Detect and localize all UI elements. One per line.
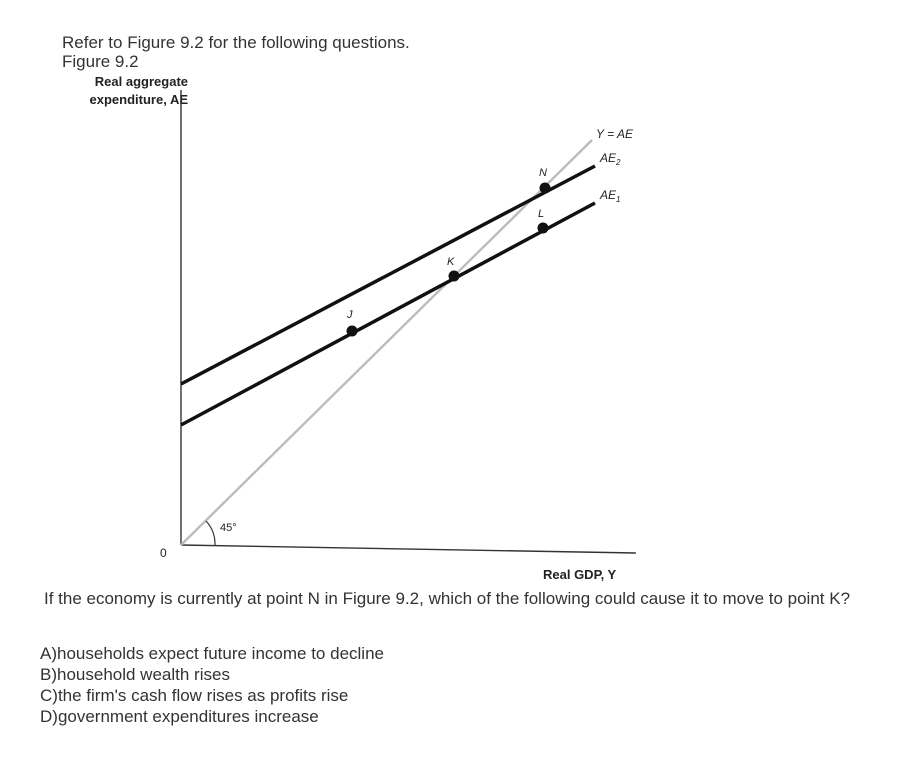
choice-b: B)household wealth rises [40, 665, 230, 684]
choice-d: D)government expenditures increase [40, 707, 319, 726]
point-n [540, 183, 551, 194]
x-axis-title: Real GDP, Y [543, 567, 617, 582]
intro-text: Refer to Figure 9.2 for the following questions. [62, 33, 410, 52]
figure-label: Figure 9.2 [62, 52, 139, 71]
y-axis-title-line1: Real aggregate [94, 74, 188, 89]
ae2-label: $AE_2$ [600, 151, 621, 167]
origin-label: 0 [160, 546, 167, 560]
point-k [449, 271, 460, 282]
ae1-label: $AE_1$ [600, 188, 621, 204]
y-equals-ae-label: Y = AE [596, 127, 634, 141]
answer-choices [40, 643, 384, 727]
point-n-label: N [539, 167, 547, 179]
choice-a: A)households expect future income to decline [40, 644, 384, 663]
y-axis-title-line2: expenditure, AE [89, 92, 188, 107]
point-l-label: L [538, 208, 545, 220]
ae2-line [181, 166, 595, 384]
ae1-line [181, 203, 595, 425]
point-j [347, 326, 358, 337]
choice-c: C)the firm's cash flow rises as profits rise [40, 686, 349, 705]
point-l [538, 223, 549, 234]
angle-arc [206, 521, 215, 545]
x-axis [181, 545, 636, 553]
point-j-label: J [347, 309, 353, 321]
angle-label: 45° [220, 522, 237, 534]
point-k-label: K [447, 256, 455, 268]
question-text: If the economy is currently at point N in Figure 9.2, which of the following could cause it to move to point K? [44, 589, 851, 608]
